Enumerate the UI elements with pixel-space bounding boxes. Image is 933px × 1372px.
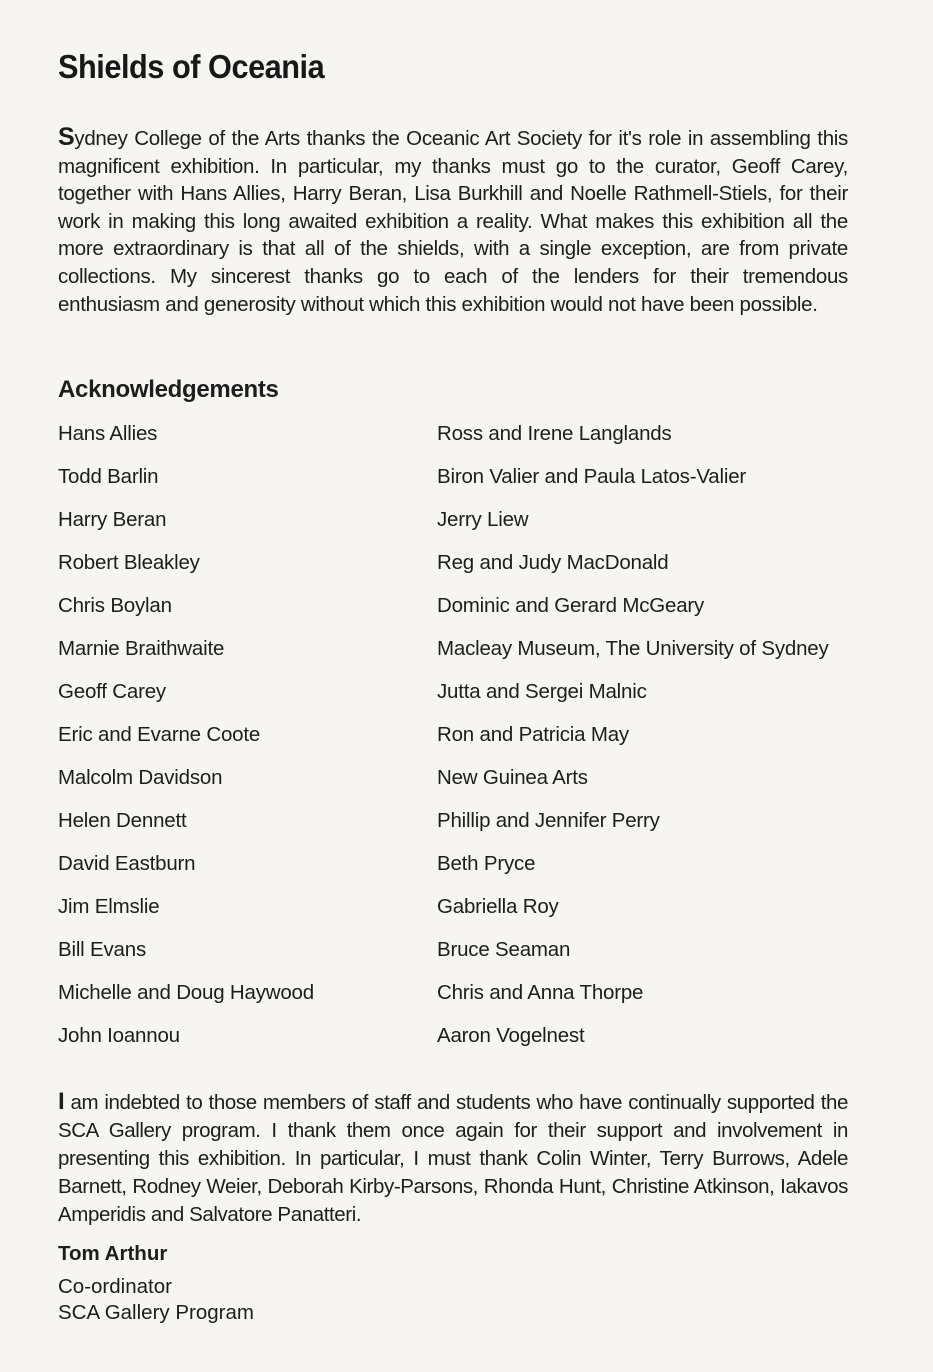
page-title: Shields of Oceania — [58, 48, 325, 85]
acknowledgement-name: Beth Pryce — [437, 852, 536, 875]
acknowledgements-heading: Acknowledgements — [58, 376, 279, 403]
outro-dropcap: I — [58, 1088, 65, 1115]
acknowledgement-name: Ron and Patricia May — [437, 723, 629, 746]
acknowledgement-name: Harry Beran — [58, 508, 167, 531]
intro-dropcap: S — [58, 123, 75, 151]
acknowledgement-name: Biron Valier and Paula Latos-Valier — [437, 465, 747, 488]
acknowledgement-name: Ross and Irene Langlands — [437, 422, 672, 445]
acknowledgements-right-column — [437, 420, 829, 1065]
outro-paragraph — [58, 1088, 848, 1229]
acknowledgement-name: Bruce Seaman — [437, 938, 571, 961]
acknowledgement-name: Todd Barlin — [58, 465, 159, 488]
acknowledgement-name: Jutta and Sergei Malnic — [437, 680, 647, 703]
acknowledgement-name: John Ioannou — [58, 1024, 180, 1047]
acknowledgement-name: Gabriella Roy — [437, 895, 559, 918]
acknowledgement-name: Malcolm Davidson — [58, 766, 223, 789]
acknowledgements-left-column — [58, 420, 314, 1065]
intro-text: ydney College of the Arts thanks the Oceanic Art Society for it's role in assembling this magnificent exhibition. In particular, my thanks must go to the curator, Geoff Carey, together with Hans Allies, Harry Beran, Lisa Burkhill and Noelle Rathmell-Stiels, for their work in making this long awaited exhibition a reality. What makes this exhibition all the more extraordinary is that all of the shields, with a single exception, are from private collections. My sincerest thanks go to each of the lenders for their tremendous enthusiasm and generosity without which this exhibition would not have been possible. — [58, 127, 848, 316]
signer-program: SCA Gallery Program — [58, 1301, 254, 1324]
acknowledgement-name: Chris Boylan — [58, 594, 172, 617]
acknowledgement-name: Robert Bleakley — [58, 551, 200, 574]
acknowledgement-name: Hans Allies — [58, 422, 158, 445]
outro-text: am indebted to those members of staff and students who have continually supported the SCA Gallery program. I thank them once again for their support and involvement in presenting this exhibition. In particular, I must thank Colin Winter, Terry Burrows, Adele Barnett, Rodney Weier, Deborah Kirby-Parsons, Rhonda Hunt, Christine Atkinson, Iakavos Amperidis and Salvatore Panatteri. — [58, 1091, 848, 1226]
acknowledgement-name: Eric and Evarne Coote — [58, 723, 261, 746]
acknowledgement-name: Geoff Carey — [58, 680, 166, 703]
acknowledgement-name: Helen Dennett — [58, 809, 187, 832]
acknowledgement-name: Phillip and Jennifer Perry — [437, 809, 660, 832]
acknowledgement-name: New Guinea Arts — [437, 766, 588, 789]
acknowledgement-name: Reg and Judy MacDonald — [437, 551, 669, 574]
acknowledgement-name: Chris and Anna Thorpe — [437, 981, 644, 1004]
acknowledgement-name: Bill Evans — [58, 938, 147, 961]
acknowledgement-name: Dominic and Gerard McGeary — [437, 594, 705, 617]
acknowledgement-name: Macleay Museum, The University of Sydney — [437, 637, 829, 660]
acknowledgement-name: Aaron Vogelnest — [437, 1024, 585, 1047]
intro-paragraph — [58, 124, 848, 318]
acknowledgement-name: Jim Elmslie — [58, 895, 160, 918]
signer-name: Tom Arthur — [58, 1242, 168, 1265]
acknowledgement-name: Jerry Liew — [437, 508, 529, 531]
acknowledgement-name: David Eastburn — [58, 852, 196, 875]
acknowledgement-name: Michelle and Doug Haywood — [58, 981, 314, 1004]
signer-role: Co-ordinator — [58, 1275, 172, 1298]
acknowledgement-name: Marnie Braithwaite — [58, 637, 225, 660]
